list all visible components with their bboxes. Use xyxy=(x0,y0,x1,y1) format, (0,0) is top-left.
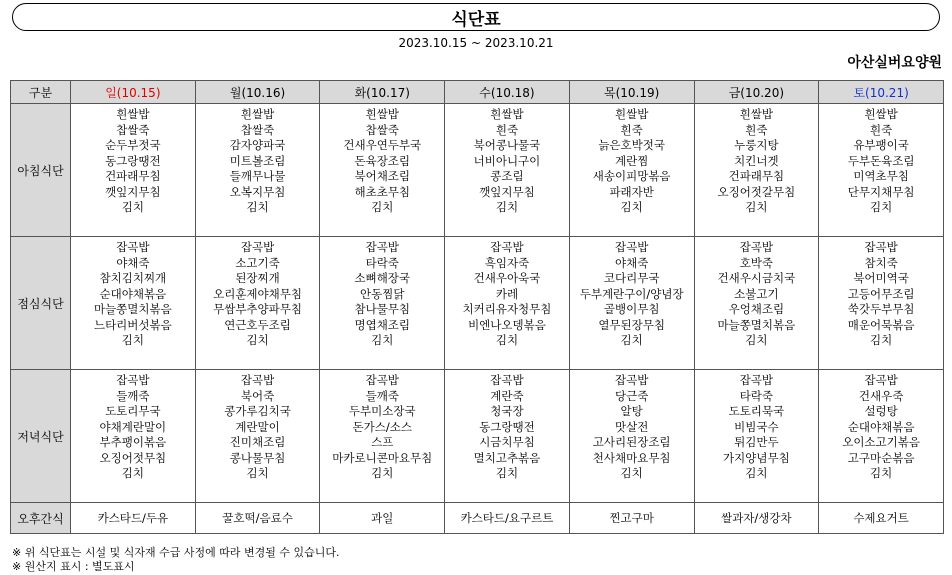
menu-item: 흰죽 xyxy=(745,122,768,137)
menu-item: 참나물무침 xyxy=(354,302,411,316)
menu-item: 흰죽 xyxy=(620,122,643,137)
snack-cell-tue: 과일 xyxy=(320,503,445,534)
menu-item: 천사채마요무침 xyxy=(592,450,671,465)
menu-cell-breakfast-sat xyxy=(819,104,944,237)
menu-item: 참치죽 xyxy=(864,255,898,270)
menu-item: 잡곡밥 xyxy=(615,240,649,254)
menu-item: 스프 xyxy=(371,435,394,449)
menu-item: 소뼈해장국 xyxy=(354,271,411,285)
menu-item: 부추팽이볶음 xyxy=(99,435,167,449)
menu-cell-breakfast-sun xyxy=(71,104,196,237)
menu-item: 마늘쫑멸치볶음 xyxy=(717,317,796,332)
snack-cell-fri: 쌀과자/생강차 xyxy=(694,503,819,534)
menu-cell-lunch-mon xyxy=(195,237,320,370)
menu-item: 오징어젓갈무침 xyxy=(717,184,796,199)
menu-item: 미역초무침 xyxy=(853,169,909,183)
menu-item: 오징어젓무침 xyxy=(99,450,167,465)
menu-item: 콩가루김치국 xyxy=(224,404,291,418)
category-header: 구분 xyxy=(11,81,71,104)
menu-cell-breakfast-tue xyxy=(320,104,445,237)
menu-item: 안동찜닭 xyxy=(360,286,405,301)
menu-body xyxy=(11,104,944,534)
menu-item: 찹쌀죽 xyxy=(116,122,150,137)
menu-item: 치커리유자청무침 xyxy=(462,302,552,316)
menu-item: 해초초무침 xyxy=(354,184,411,199)
menu-item: 김치 xyxy=(371,333,394,347)
menu-item: 김치 xyxy=(870,333,893,347)
menu-item: 김치 xyxy=(745,466,768,480)
day-header-fri: 금(10.20) xyxy=(694,81,819,104)
menu-item: 비엔나오뎅볶음 xyxy=(468,317,546,332)
menu-item: 잡곡밥 xyxy=(490,373,524,387)
notes xyxy=(12,546,339,574)
meal-row-breakfast xyxy=(11,104,944,237)
header-row xyxy=(11,81,944,104)
menu-item: 북어콩나물국 xyxy=(473,138,541,152)
menu-item: 김치 xyxy=(745,200,768,214)
menu-item: 우엉채조림 xyxy=(728,302,785,316)
menu-item: 순대야채볶음 xyxy=(847,419,915,434)
menu-item: 건새우아욱국 xyxy=(473,271,541,285)
meal-label: 저녁식단 xyxy=(11,370,71,503)
menu-item: 두부계란구이/양념장 xyxy=(579,286,684,301)
menu-cell-dinner-mon xyxy=(195,370,320,503)
title-banner xyxy=(12,3,940,31)
menu-item: 유부팽이국 xyxy=(853,138,909,152)
day-header-sat: 토(10.21) xyxy=(819,81,944,104)
menu-item: 마카로니콘마요무침 xyxy=(332,450,433,465)
menu-table xyxy=(10,80,944,534)
menu-item: 두부미소장국 xyxy=(348,404,416,418)
menu-item: 김치 xyxy=(246,333,269,347)
menu-item: 잡곡밥 xyxy=(240,240,275,254)
menu-item: 잡곡밥 xyxy=(864,240,898,254)
menu-item: 느타리버섯볶음 xyxy=(93,317,172,332)
menu-item: 북어미역국 xyxy=(853,271,909,285)
menu-item: 김치 xyxy=(870,466,893,480)
menu-item: 잡곡밥 xyxy=(116,240,150,254)
menu-item: 파래자반 xyxy=(609,184,654,199)
menu-item: 누룽지탕 xyxy=(734,138,779,152)
menu-item: 오복지무침 xyxy=(229,184,286,199)
menu-item: 찹쌀죽 xyxy=(240,122,275,137)
menu-item: 콩나물무침 xyxy=(229,450,286,465)
menu-item: 쑥갓두부무침 xyxy=(847,302,915,316)
menu-cell-dinner-sat xyxy=(819,370,944,503)
menu-item: 고등어무조림 xyxy=(847,286,915,301)
menu-item: 계란찜 xyxy=(615,153,649,168)
menu-item: 계란말이 xyxy=(235,419,280,434)
menu-item: 돈육장조림 xyxy=(354,153,411,168)
menu-item: 도토리무국 xyxy=(105,404,161,418)
menu-item: 너비아니구이 xyxy=(473,153,541,168)
menu-item: 청국장 xyxy=(490,404,524,418)
menu-cell-lunch-sat xyxy=(819,237,944,370)
menu-cell-breakfast-fri xyxy=(694,104,819,237)
menu-cell-breakfast-thu xyxy=(569,104,694,237)
menu-item: 골뱅이무침 xyxy=(603,302,660,316)
menu-item: 김치 xyxy=(870,200,893,214)
menu-cell-lunch-fri xyxy=(694,237,819,370)
menu-item: 깻잎지무침 xyxy=(105,184,161,199)
snack-cell-sat: 수제요거트 xyxy=(819,503,944,534)
menu-item: 무쌈부추양파무침 xyxy=(213,302,302,316)
day-header-mon: 월(10.16) xyxy=(195,81,320,104)
menu-item: 타락죽 xyxy=(365,255,399,270)
menu-item: 흰쌀밥 xyxy=(615,107,649,121)
menu-item: 건새우시금치국 xyxy=(717,271,796,285)
menu-item: 알탕 xyxy=(620,404,643,418)
menu-item: 잡곡밥 xyxy=(365,240,399,254)
page-title: 식단표 xyxy=(451,9,501,30)
menu-item: 코다리무국 xyxy=(603,271,660,285)
organization-name: 아산실버요양원 xyxy=(847,55,942,71)
menu-item: 김치 xyxy=(620,200,643,214)
menu-item: 흰죽 xyxy=(870,122,893,137)
menu-item: 된장찌개 xyxy=(235,271,280,285)
menu-cell-dinner-thu xyxy=(569,370,694,503)
menu-item: 김치 xyxy=(495,200,519,214)
menu-item: 단무지채무침 xyxy=(847,184,915,199)
menu-item: 잡곡밥 xyxy=(739,373,774,387)
menu-item: 잡곡밥 xyxy=(615,373,649,387)
menu-item: 들깨죽 xyxy=(116,388,150,403)
menu-item: 도토리묵국 xyxy=(728,404,785,418)
menu-item: 돈가스/소스 xyxy=(352,419,412,434)
snack-label: 오후간식 xyxy=(11,503,71,534)
menu-item: 시금치무침 xyxy=(479,435,535,449)
menu-item: 잡곡밥 xyxy=(365,373,399,387)
menu-cell-dinner-tue xyxy=(320,370,445,503)
menu-item: 북어채조림 xyxy=(354,169,411,183)
menu-item: 야채죽 xyxy=(116,255,150,270)
menu-item: 멸치고추볶음 xyxy=(473,450,541,465)
menu-item: 콩조림 xyxy=(490,169,524,183)
menu-item: 들깨죽 xyxy=(365,388,399,403)
menu-item: 김치 xyxy=(246,200,269,214)
meal-row-dinner xyxy=(11,370,944,503)
menu-cell-lunch-sun xyxy=(71,237,196,370)
snack-row xyxy=(11,503,944,534)
menu-item: 흰쌀밥 xyxy=(240,107,275,121)
menu-item: 진미채조림 xyxy=(229,435,286,449)
meal-row-lunch xyxy=(11,237,944,370)
snack-cell-wed: 카스타드/요구르트 xyxy=(445,503,570,534)
menu-period: 2023.10.15 ~ 2023.10.21 xyxy=(398,36,554,50)
menu-item: 설렁탕 xyxy=(864,404,898,418)
menu-item: 김치 xyxy=(495,466,519,480)
menu-item: 깻잎지무침 xyxy=(479,184,535,199)
menu-item: 감자양파국 xyxy=(229,138,286,152)
menu-item: 오리훈제야채무침 xyxy=(213,286,302,301)
menu-cell-dinner-wed xyxy=(445,370,570,503)
menu-item: 김치 xyxy=(620,333,643,347)
meal-label: 점심식단 xyxy=(11,237,71,370)
menu-item: 마늘쫑멸치볶음 xyxy=(93,302,172,316)
menu-item: 김치 xyxy=(371,200,394,214)
snack-cell-sun: 카스타드/두유 xyxy=(71,503,196,534)
day-header-wed: 수(10.18) xyxy=(445,81,570,104)
snack-cell-thu: 찐고구마 xyxy=(569,503,694,534)
day-header-tue: 화(10.17) xyxy=(320,81,445,104)
menu-cell-breakfast-wed xyxy=(445,104,570,237)
menu-item: 타락죽 xyxy=(739,388,774,403)
menu-cell-lunch-tue xyxy=(320,237,445,370)
menu-item: 찹쌀죽 xyxy=(365,122,399,137)
menu-item: 당근죽 xyxy=(615,388,649,403)
menu-item: 비빔국수 xyxy=(734,419,779,434)
menu-item: 두부돈육조림 xyxy=(847,153,915,168)
day-header-sun: 일(10.15) xyxy=(71,81,196,104)
menu-item: 잡곡밥 xyxy=(240,373,275,387)
day-header-thu: 목(10.19) xyxy=(569,81,694,104)
menu-cell-breakfast-mon xyxy=(195,104,320,237)
note-change: ※ 위 식단표는 시설 및 식자재 수급 사정에 따라 변경될 수 있습니다. xyxy=(12,546,340,559)
menu-item: 튀김만두 xyxy=(734,435,779,449)
menu-item: 호박죽 xyxy=(739,255,774,270)
menu-item: 미트볼조림 xyxy=(229,153,286,168)
menu-item: 소불고기 xyxy=(734,286,779,301)
snack-cell-mon: 꿀호떡/음료수 xyxy=(195,503,320,534)
menu-item: 김치 xyxy=(495,333,519,347)
meal-label: 아침식단 xyxy=(11,104,71,237)
menu-item: 계란죽 xyxy=(490,388,524,403)
menu-item: 오이소고기볶음 xyxy=(842,435,920,449)
menu-item: 동그랑땡전 xyxy=(479,419,535,434)
menu-item: 흰죽 xyxy=(495,122,519,137)
menu-item: 잡곡밥 xyxy=(490,240,524,254)
menu-item: 건새우연두부국 xyxy=(343,138,422,152)
menu-item: 김치 xyxy=(121,466,144,480)
menu-item: 동그랑땡전 xyxy=(105,153,161,168)
menu-item: 흰쌀밥 xyxy=(739,107,774,121)
menu-item: 가지양념무침 xyxy=(723,450,790,465)
menu-item: 고사리된장조림 xyxy=(592,435,671,449)
menu-item: 잡곡밥 xyxy=(116,373,150,387)
menu-item: 열무된장무침 xyxy=(598,317,665,332)
menu-item: 잡곡밥 xyxy=(739,240,774,254)
menu-item: 김치 xyxy=(620,466,643,480)
menu-item: 김치 xyxy=(246,466,269,480)
menu-item: 흰쌀밥 xyxy=(864,107,898,121)
menu-item: 건새우죽 xyxy=(858,388,904,403)
menu-item: 건파래무침 xyxy=(728,169,785,183)
menu-item: 김치 xyxy=(371,466,394,480)
menu-item: 소고기죽 xyxy=(235,255,280,270)
menu-item: 연근호두조림 xyxy=(224,317,291,332)
menu-item: 잡곡밥 xyxy=(864,373,898,387)
menu-item: 순두부젓국 xyxy=(105,138,161,152)
menu-item: 명엽채조림 xyxy=(354,317,411,332)
menu-item: 흰쌀밥 xyxy=(365,107,399,121)
menu-item: 북어죽 xyxy=(240,388,275,403)
menu-item: 야채죽 xyxy=(615,255,649,270)
menu-item: 참치김치찌개 xyxy=(99,271,167,285)
menu-item: 들깨무나물 xyxy=(229,169,286,183)
menu-cell-dinner-sun xyxy=(71,370,196,503)
menu-item: 새송이피망볶음 xyxy=(592,169,671,183)
menu-item: 김치 xyxy=(745,333,768,347)
menu-item: 김치 xyxy=(121,200,144,214)
menu-cell-dinner-fri xyxy=(694,370,819,503)
menu-cell-lunch-thu xyxy=(569,237,694,370)
menu-item: 고구마순볶음 xyxy=(847,450,915,465)
menu-item: 흰쌀밥 xyxy=(116,107,150,121)
menu-item: 흰쌀밥 xyxy=(490,107,524,121)
note-origin: ※ 원산지 표시 : 별도표시 xyxy=(12,560,135,573)
menu-item: 맛살전 xyxy=(615,419,649,434)
menu-item: 건파래무침 xyxy=(105,169,161,183)
menu-item: 치킨너겟 xyxy=(734,153,779,168)
menu-item: 김치 xyxy=(121,333,144,347)
menu-item: 흑임자죽 xyxy=(484,255,530,270)
menu-item: 카레 xyxy=(495,286,519,301)
menu-cell-lunch-wed xyxy=(445,237,570,370)
menu-item: 야채계란말이 xyxy=(99,419,167,434)
menu-item: 순대야채볶음 xyxy=(99,286,167,301)
menu-item: 늙은호박젓국 xyxy=(598,138,665,152)
menu-item: 매운어묵볶음 xyxy=(847,317,915,332)
